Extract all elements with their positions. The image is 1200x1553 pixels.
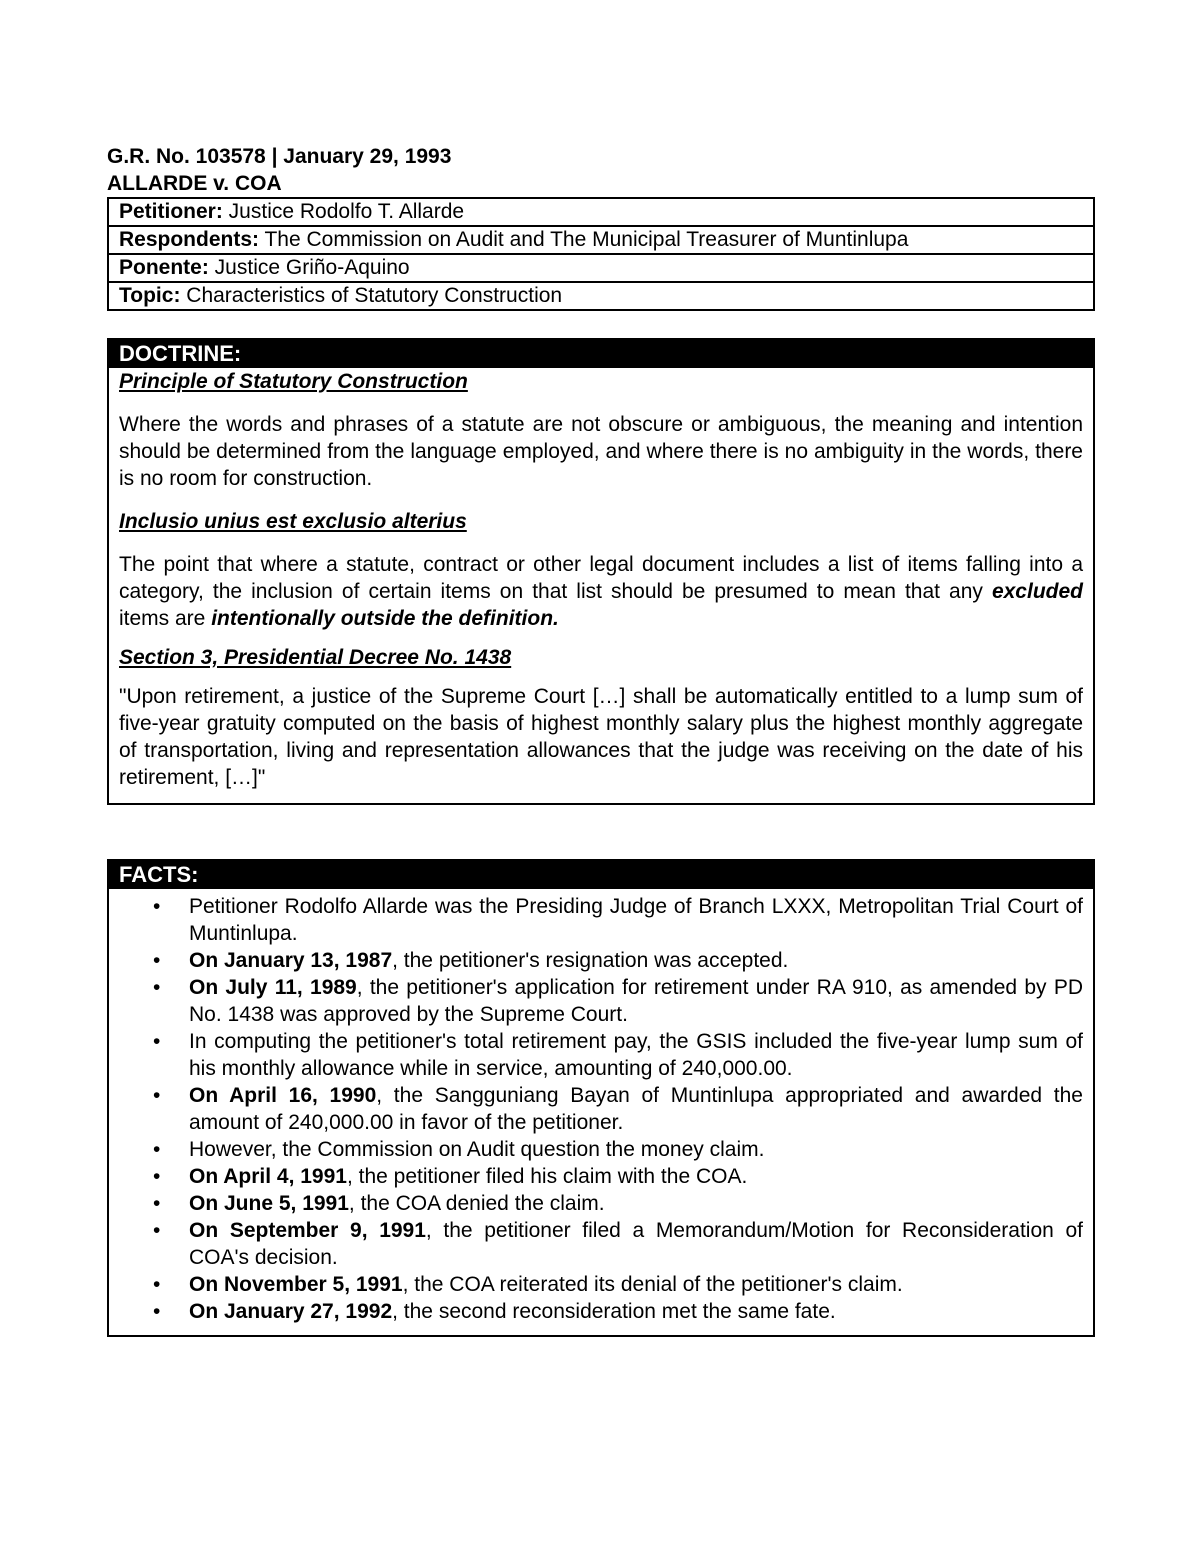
doctrine-subheading-1: Principle of Statutory Construction <box>119 370 468 393</box>
facts-list <box>119 893 1083 1325</box>
fact-text: , the Sangguniang Bayan of Muntinlupa appropriated and awarded the amount of 240,000.00 in favor of the petitioner. <box>189 1084 1083 1134</box>
doctrine-paragraph-2 <box>119 551 1083 632</box>
fact-item <box>119 1271 1083 1298</box>
bullet-icon: • <box>153 976 161 999</box>
gr-number-line: G.R. No. 103578 | January 29, 1993 <box>107 145 452 168</box>
para2-text-a: The point that where a statute, contract or other legal document includes a list of items falling into a category, the inclusion of certain items on that list should be presumed to mean that any <box>119 553 1083 603</box>
bullet-icon: • <box>153 949 161 972</box>
para2-excluded: excluded <box>991 580 1083 603</box>
doctrine-box <box>107 338 1095 805</box>
fact-text: , the petitioner's application for retirement under RA 910, as amended by PD No. 1438 was approved by the Supreme Court. <box>189 976 1083 1026</box>
fact-text: , the petitioner's resignation was accepted. <box>392 949 789 972</box>
fact-text: However, the Commission on Audit question the money claim. <box>189 1138 765 1161</box>
fact-item <box>119 893 1083 947</box>
petitioner-value: Justice Rodolfo T. Allarde <box>222 200 465 223</box>
doctrine-body <box>109 368 1093 803</box>
fact-text: , the COA denied the claim. <box>348 1192 605 1215</box>
facts-heading: FACTS: <box>109 861 1093 889</box>
doctrine-paragraph-3: "Upon retirement, a justice of the Supreme Court […] shall be automatically entitled to a lump sum of five-year gratuity computed on the basis of highest monthly salary plus the highest monthly aggregate of transportation, living and representation allowances that the judge was receiving on the date of his retirement, […]" <box>119 685 1083 789</box>
fact-item <box>119 1136 1083 1163</box>
fact-item <box>119 1217 1083 1271</box>
petitioner-label: Petitioner: <box>119 200 223 223</box>
bullet-icon: • <box>153 1273 161 1296</box>
fact-item <box>119 1190 1083 1217</box>
fact-date: On January 27, 1992 <box>189 1300 393 1323</box>
bullet-icon: • <box>153 1219 161 1242</box>
ponente-label: Ponente: <box>119 256 209 279</box>
fact-text: In computing the petitioner's total retirement pay, the GSIS included the five-year lump sum of his monthly allowance while in service, amounting of 240,000.00. <box>189 1030 1083 1080</box>
fact-item <box>119 1298 1083 1325</box>
fact-item <box>119 974 1083 1028</box>
fact-date: On July 11, 1989 <box>189 976 357 999</box>
facts-body <box>109 889 1093 1335</box>
bullet-icon: • <box>153 1030 161 1053</box>
bullet-icon: • <box>153 1165 161 1188</box>
doctrine-subheading-2: Inclusio unius est exclusio alterius <box>119 510 467 533</box>
respondents-row <box>109 227 1093 255</box>
fact-date: On April 4, 1991 <box>189 1165 347 1188</box>
bullet-icon: • <box>153 1192 161 1215</box>
bullet-icon: • <box>153 1300 161 1323</box>
petitioner-row <box>109 199 1093 227</box>
fact-text: , the petitioner filed a Memorandum/Motion for Reconsideration of COA's decision. <box>189 1219 1083 1269</box>
fact-date: On September 9, 1991 <box>189 1219 426 1242</box>
document-page <box>107 143 1095 1337</box>
fact-date: On June 5, 1991 <box>189 1192 349 1215</box>
bullet-icon: • <box>153 895 161 918</box>
case-title: ALLARDE v. COA <box>107 172 282 195</box>
doctrine-heading: DOCTRINE: <box>109 340 1093 368</box>
doctrine-paragraph-1: Where the words and phrases of a statute are not obscure or ambiguous, the meaning and intention should be determined from the language employed, and where there is no ambiguity in the words, there is no room for construction. <box>119 413 1083 490</box>
fact-item <box>119 1082 1083 1136</box>
fact-text: , the second reconsideration met the same fate. <box>392 1300 836 1323</box>
case-info-table <box>107 197 1095 311</box>
para2-text-c: items are <box>119 607 212 630</box>
ponente-value: Justice Griño-Aquino <box>208 256 410 279</box>
fact-date: On April 16, 1990 <box>189 1084 377 1107</box>
fact-text: , the COA reiterated its denial of the petitioner's claim. <box>402 1273 903 1296</box>
respondents-label: Respondents: <box>119 228 260 251</box>
bullet-icon: • <box>153 1138 161 1161</box>
para2-emphasis: intentionally outside the definition. <box>211 607 559 630</box>
fact-date: On November 5, 1991 <box>189 1273 403 1296</box>
respondents-value: The Commission on Audit and The Municipal Treasurer of Muntinlupa <box>259 228 909 251</box>
topic-label: Topic: <box>119 284 181 307</box>
facts-box <box>107 859 1095 1337</box>
fact-text: Petitioner Rodolfo Allarde was the Presiding Judge of Branch LXXX, Metropolitan Trial Court of Muntinlupa. <box>189 895 1083 945</box>
fact-item <box>119 1163 1083 1190</box>
doctrine-subheading-3: Section 3, Presidential Decree No. 1438 <box>119 646 512 669</box>
topic-value: Characteristics of Statutory Construction <box>180 284 563 307</box>
fact-date: On January 13, 1987 <box>189 949 393 972</box>
topic-row <box>109 283 1093 309</box>
fact-item <box>119 1028 1083 1082</box>
fact-item <box>119 947 1083 974</box>
ponente-row <box>109 255 1093 283</box>
fact-text: , the petitioner filed his claim with the COA. <box>346 1165 748 1188</box>
bullet-icon: • <box>153 1084 161 1107</box>
